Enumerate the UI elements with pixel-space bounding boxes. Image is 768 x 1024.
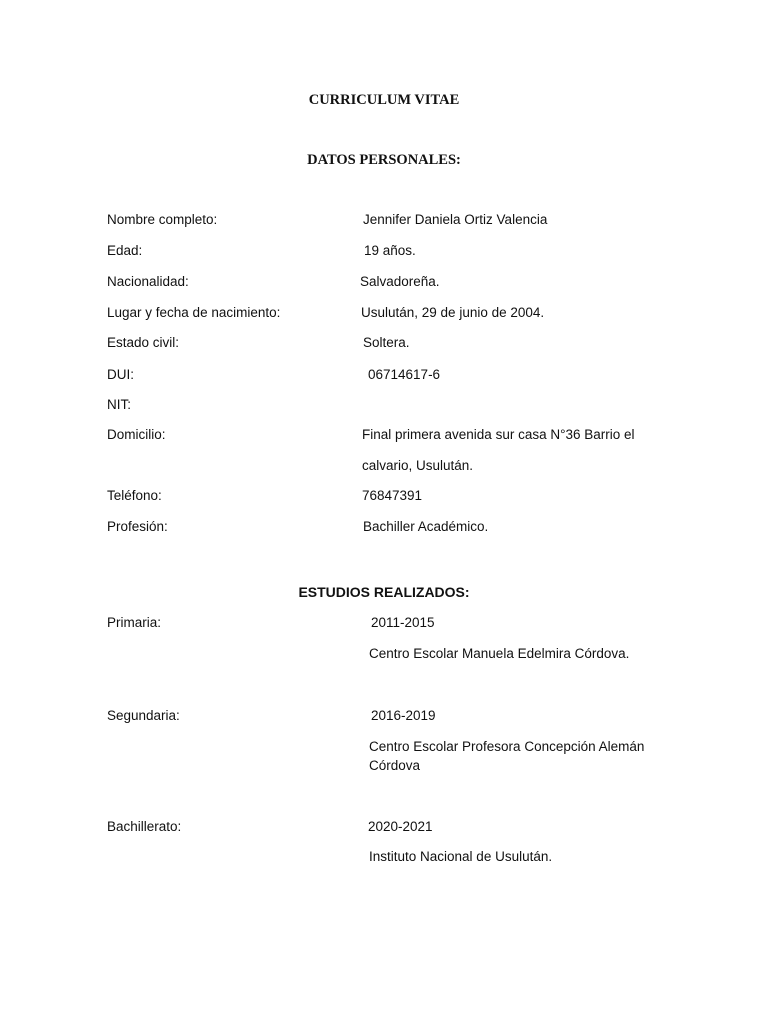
personal-data-heading: DATOS PERSONALES: xyxy=(307,152,461,168)
highschool-school: Instituto Nacional de Usulután. xyxy=(369,849,553,864)
address-line-1: Final primera avenida sur casa N°36 Barrio el xyxy=(362,427,635,442)
nationality-label: Nacionalidad: xyxy=(107,274,189,289)
primary-label: Primaria: xyxy=(107,615,162,630)
page-title: CURRICULUM VITAE xyxy=(308,92,460,108)
address-label: Domicilio: xyxy=(107,427,166,442)
highschool-years: 2020-2021 xyxy=(368,819,433,834)
studies-heading: ESTUDIOS REALIZADOS: xyxy=(298,584,470,600)
name-value: Jennifer Daniela Ortiz Valencia xyxy=(363,212,548,227)
primary-school: Centro Escolar Manuela Edelmira Córdova. xyxy=(369,646,630,661)
birth-value: Usulután, 29 de junio de 2004. xyxy=(361,305,545,320)
secondary-school-line-1: Centro Escolar Profesora Concepción Alemán xyxy=(369,739,645,754)
dui-label: DUI: xyxy=(107,367,134,382)
address-line-2: calvario, Usulután. xyxy=(362,458,474,473)
secondary-school-line-2: Córdova xyxy=(369,758,421,773)
phone-label: Teléfono: xyxy=(107,488,162,503)
civil-status-value: Soltera. xyxy=(363,335,410,350)
age-value: 19 años. xyxy=(364,243,416,258)
profession-value: Bachiller Académico. xyxy=(363,519,489,534)
phone-value: 76847391 xyxy=(362,488,423,503)
highschool-label: Bachillerato: xyxy=(107,819,182,834)
profession-label: Profesión: xyxy=(107,519,168,534)
age-label: Edad: xyxy=(107,243,143,258)
nationality-value: Salvadoreña. xyxy=(360,274,440,289)
nit-label: NIT: xyxy=(107,397,132,412)
secondary-label: Segundaria: xyxy=(107,708,180,723)
dui-value: 06714617-6 xyxy=(368,367,441,382)
secondary-years: 2016-2019 xyxy=(371,708,436,723)
name-label: Nombre completo: xyxy=(107,212,218,227)
birth-label: Lugar y fecha de nacimiento: xyxy=(107,305,281,320)
primary-years: 2011-2015 xyxy=(371,615,435,630)
civil-status-label: Estado civil: xyxy=(107,335,180,350)
